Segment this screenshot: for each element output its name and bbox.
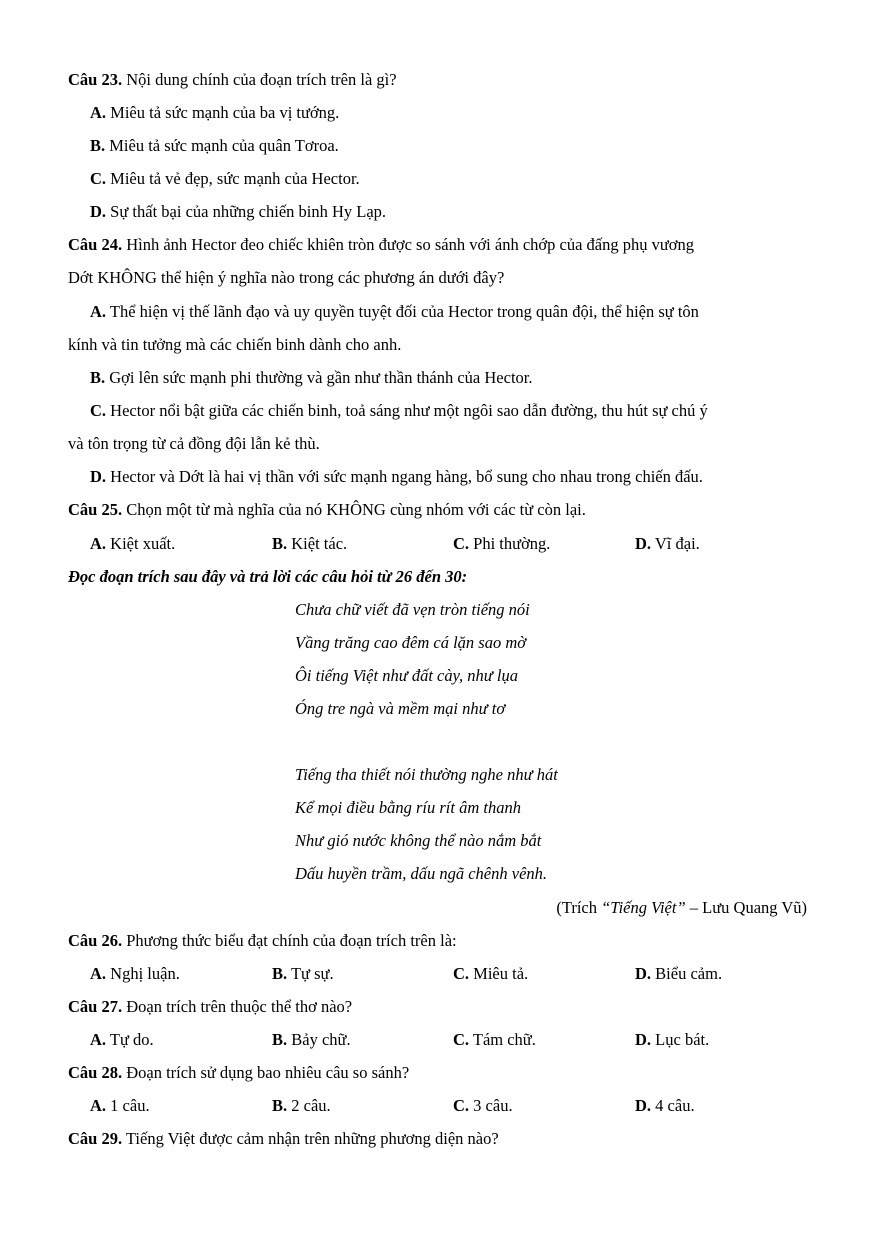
option-label: D. — [635, 964, 652, 983]
option-a — [90, 1096, 150, 1116]
question-text-line2: Dớt KHÔNG thể hiện ý nghĩa nào trong các phương án dưới đây? — [68, 268, 505, 287]
question-24 — [68, 235, 694, 255]
question-label: Câu 23. — [68, 70, 123, 89]
option-b — [90, 136, 339, 156]
option-label: C. — [453, 1096, 470, 1115]
option-c — [453, 1096, 513, 1116]
option-text: Miêu tả vẻ đẹp, sức mạnh của Hector. — [110, 169, 360, 188]
poem-line: Kể mọi điều bằng ríu rít âm thanh — [295, 798, 521, 817]
option-a — [90, 1030, 154, 1050]
option-label: A. — [90, 964, 107, 983]
option-label: A. — [90, 302, 107, 321]
option-b — [272, 1096, 331, 1116]
source-title: “Tiếng Việt” — [601, 898, 686, 917]
option-label: D. — [635, 1096, 652, 1115]
option-label: C. — [90, 401, 107, 420]
option-a — [90, 964, 180, 984]
option-c — [90, 401, 708, 421]
option-c — [453, 1030, 536, 1050]
option-label: B. — [272, 1096, 288, 1115]
question-text: Đoạn trích sử dụng bao nhiêu câu so sánh? — [126, 1063, 410, 1082]
option-label: C. — [90, 169, 107, 188]
option-text: Vĩ đại. — [654, 534, 700, 553]
option-text: Miêu tả. — [473, 964, 529, 983]
option-text: Miêu tả sức mạnh của quân Tơroa. — [109, 136, 339, 155]
option-text: 3 câu. — [473, 1096, 513, 1115]
question-text: Hình ảnh Hector đeo chiếc khiên tròn được so sánh với ánh chớp của đấng phụ vương — [126, 235, 695, 254]
poem-line: Tiếng tha thiết nói thường nghe như hát — [295, 765, 558, 784]
option-a-line2: kính và tin tưởng mà các chiến binh dành cho anh. — [68, 335, 402, 354]
option-label: B. — [272, 534, 288, 553]
option-d — [635, 1030, 709, 1050]
option-text: Miêu tả sức mạnh của ba vị tướng. — [110, 103, 340, 122]
option-text: Nghị luận. — [110, 964, 180, 983]
option-d — [635, 1096, 695, 1116]
option-b — [272, 534, 347, 554]
poem-line: Vầng trăng cao đêm cá lặn sao mờ — [295, 633, 527, 652]
option-text: Kiệt xuất. — [110, 534, 176, 553]
poem-line: Dấu huyền trầm, dấu ngã chênh vênh. — [295, 864, 548, 883]
question-text: Đoạn trích trên thuộc thể thơ nào? — [126, 997, 353, 1016]
question-text: Phương thức biểu đạt chính của đoạn trích trên là: — [126, 931, 457, 950]
option-c — [453, 534, 550, 554]
option-b — [272, 964, 334, 984]
option-d — [635, 964, 722, 984]
option-text: Tự do. — [109, 1030, 154, 1049]
question-label: Câu 27. — [68, 997, 123, 1016]
question-26 — [68, 931, 457, 951]
option-text: Gợi lên sức mạnh phi thường và gần như thần thánh của Hector. — [109, 368, 533, 387]
question-label: Câu 24. — [68, 235, 123, 254]
poem-line: Óng tre ngà và mềm mại như tơ — [295, 699, 506, 718]
option-b — [90, 368, 533, 388]
source-suffix: – Lưu Quang Vũ) — [685, 898, 807, 917]
question-text: Tiếng Việt được cảm nhận trên những phương diện nào? — [125, 1129, 499, 1148]
option-text: Lục bát. — [655, 1030, 710, 1049]
option-c — [453, 964, 528, 984]
option-d — [635, 534, 700, 554]
option-c — [90, 169, 360, 189]
option-label: A. — [90, 534, 107, 553]
poem-line: Chưa chữ viết đã vẹn tròn tiếng nói — [295, 600, 530, 619]
poem-line: Như gió nước không thể nào nắm bắt — [295, 831, 542, 850]
option-label: B. — [272, 1030, 288, 1049]
question-label: Câu 29. — [68, 1129, 123, 1148]
poem-line: Ôi tiếng Việt như đất cày, như lụa — [295, 666, 518, 685]
question-text: Chọn một từ mà nghĩa của nó KHÔNG cùng nhóm với các từ còn lại. — [126, 500, 586, 519]
option-label: D. — [635, 1030, 652, 1049]
option-label: B. — [272, 964, 288, 983]
option-label: D. — [90, 467, 107, 486]
question-29 — [68, 1129, 499, 1149]
option-label: C. — [453, 964, 470, 983]
question-text: Nội dung chính của đoạn trích trên là gì? — [126, 70, 397, 89]
option-text: 2 câu. — [291, 1096, 331, 1115]
option-text: Sự thất bại của những chiến binh Hy Lạp. — [110, 202, 387, 221]
option-label: D. — [635, 534, 652, 553]
source-prefix: (Trích — [556, 898, 602, 917]
option-text: Hector và Dớt là hai vị thần với sức mạnh ngang hàng, bổ sung cho nhau trong chiến đấu. — [110, 467, 703, 486]
option-text: 1 câu. — [110, 1096, 150, 1115]
option-text: Phi thường. — [473, 534, 551, 553]
option-a — [90, 534, 175, 554]
option-label: B. — [90, 368, 106, 387]
option-d — [90, 467, 703, 487]
option-label: B. — [90, 136, 106, 155]
option-d — [90, 202, 386, 222]
option-text: 4 câu. — [655, 1096, 695, 1115]
option-label: C. — [453, 534, 470, 553]
poem-source — [556, 898, 807, 918]
option-text: Tám chữ. — [472, 1030, 536, 1049]
reading-instruction: Đọc đoạn trích sau đây và trả lời các câu hỏi từ 26 đến 30: — [68, 567, 468, 586]
option-text: Kiệt tác. — [291, 534, 348, 553]
option-text: Biểu cảm. — [655, 964, 723, 983]
question-label: Câu 26. — [68, 931, 123, 950]
option-label: C. — [453, 1030, 470, 1049]
option-label: A. — [90, 1096, 107, 1115]
option-text: Bảy chữ. — [291, 1030, 351, 1049]
question-27 — [68, 997, 352, 1017]
option-c-line2: và tôn trọng từ cả đồng đội lẫn kẻ thù. — [68, 434, 320, 453]
question-25 — [68, 500, 586, 520]
option-b — [272, 1030, 351, 1050]
question-label: Câu 28. — [68, 1063, 123, 1082]
question-label: Câu 25. — [68, 500, 123, 519]
option-a — [90, 302, 699, 322]
option-text: Hector nổi bật giữa các chiến binh, toả sáng như một ngôi sao dẫn đường, thu hút sự chú ý — [110, 401, 708, 420]
option-label: D. — [90, 202, 107, 221]
option-label: A. — [90, 1030, 107, 1049]
option-text: Tự sự. — [290, 964, 334, 983]
option-a — [90, 103, 339, 123]
option-label: A. — [90, 103, 107, 122]
option-text: Thể hiện vị thế lãnh đạo và uy quyền tuyệt đối của Hector trong quân đội, thể hiện sự tôn — [109, 302, 699, 321]
question-23 — [68, 70, 397, 90]
question-28 — [68, 1063, 409, 1083]
